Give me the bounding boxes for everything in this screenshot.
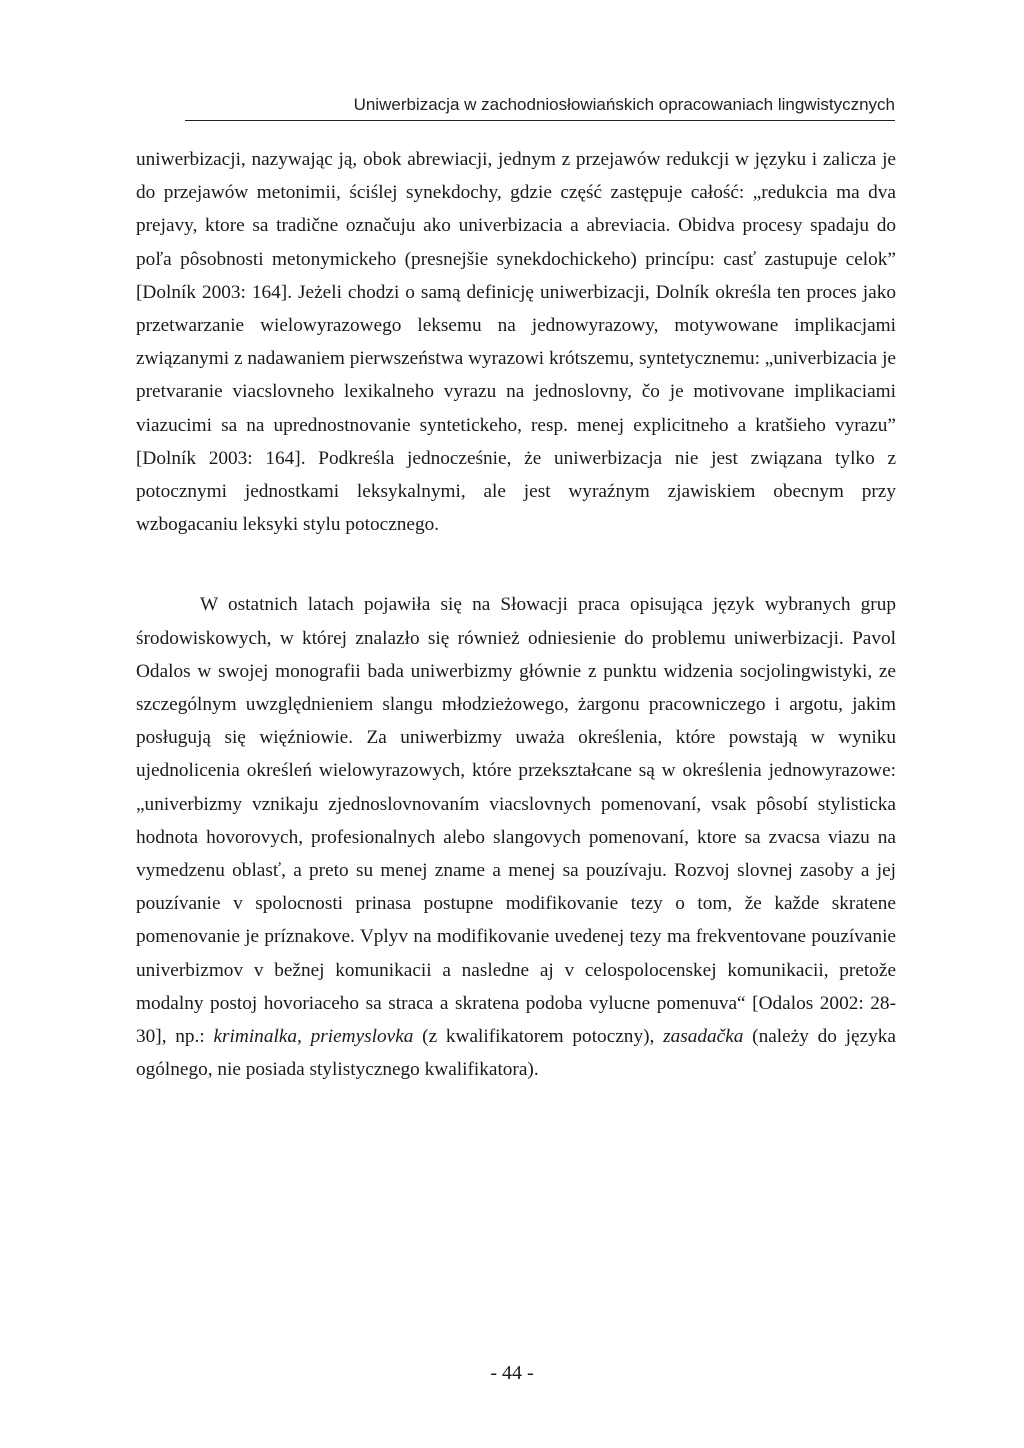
paragraph-2-gap	[302, 1026, 311, 1047]
example-term-kriminalka: kriminalka,	[213, 1026, 302, 1048]
page-number: - 44 -	[490, 1362, 534, 1384]
example-term-priemyslovka: priemyslovka	[310, 1026, 414, 1048]
paragraph-2-text-a: W ostatnich latach pojawiła się na Słowacji praca opisująca język wybranych grup środowiskowych, w której znalazło się również odniesienie do problemu uniwerbizacji. Pavol Odalos w swojej monografii bada uniwerbizmy głównie z punktu widzenia socjolingwistyki, ze szczególnym uwzględnieniem slangu młodzieżowego, żargonu pracowniczego i argotu, jakim posługują się więźniowie. Za uniwerbizmy uważa określenia, które powstają w wyniku ujednolicenia określeń wielowyrazowych, które przekształcane są w określenia jednowyrazowe: „univerbizmy vznikaju zjednoslovnovaním viacslovnych pomenovaní, vsak pôsobí stylisticka hodnota hovorovych, profesionalnych alebo slangovych pomenovaní, ktore sa zvacsa viazu na vymedzenu oblasť, a preto su menej zname a menej sa pouzívaju. Rozvoj slovnej zasoby a jej pouzívanie v spolocnosti prinasa postupne modifikovanie tezy o tom, že každe skratene pomenovanie je príznakove. Vplyv na modifikovanie uvedenej tezy ma frekventovane pouzívanie univerbizmov v bežnej komunikacii a nasledne aj v celospolocenskej komunikacii, pretože modalny postoj hovoriaceho sa straca a skratena podoba vylucne pomenuva“ [Odalos 2002: 28-30], np.:	[136, 594, 896, 1048]
running-header: Uniwerbizacja w zachodniosłowiańskich opracowaniach lingwistycznych	[353, 95, 895, 114]
header-rule	[185, 120, 895, 121]
paragraph-2	[136, 588, 896, 1086]
example-term-zasadacka: zasadačka	[663, 1026, 744, 1048]
body-text	[136, 143, 896, 1086]
paragraph-2-text-c: (należy do języka ogólnego, nie posiada stylistycznego kwalifikatora).	[136, 1026, 896, 1081]
paragraph-1: uniwerbizacji, nazywając ją, obok abrewiacji, jednym z przejawów redukcji w języku i zalicza je do przejawów metonimii, ściślej synekdochy, gdzie część zastępuje całość: „redukcia ma dva prejavy, ktore sa tradične označuju ako univerbizacia a abreviacia. Obidva procesy spadaju do poľa pôsobnosti metonymickeho (presnejšie synekdochickeho) princípu: casť zastupuje celok” [Dolník 2003: 164]. Jeżeli chodzi o samą definicję uniwerbizacji, Dolník określa ten proces jako przetwarzanie wielowyrazowego leksemu na jednowyrazowy, motywowane implikacjami związanymi z nadawaniem pierwszeństwa wyrazowi krótszemu, syntetycznemu: „univerbizacia je pretvaranie viacslovneho lexikalneho vyrazu na jednoslovny, čo je motivovane implikaciami viazucimi sa na uprednostnovanie syntetickeho, resp. menej explicitneho a kratšieho vyrazu” [Dolník 2003: 164]. Podkreśla jednocześnie, że uniwerbizacja nie jest związana tylko z potocznymi jednostkami leksykalnymi, ale jest wyraźnym zjawiskiem obecnym przy wzbogacaniu leksyki stylu potocznego.	[136, 149, 896, 536]
paragraph-2-text-b: (z kwalifikatorem potoczny),	[413, 1026, 664, 1048]
